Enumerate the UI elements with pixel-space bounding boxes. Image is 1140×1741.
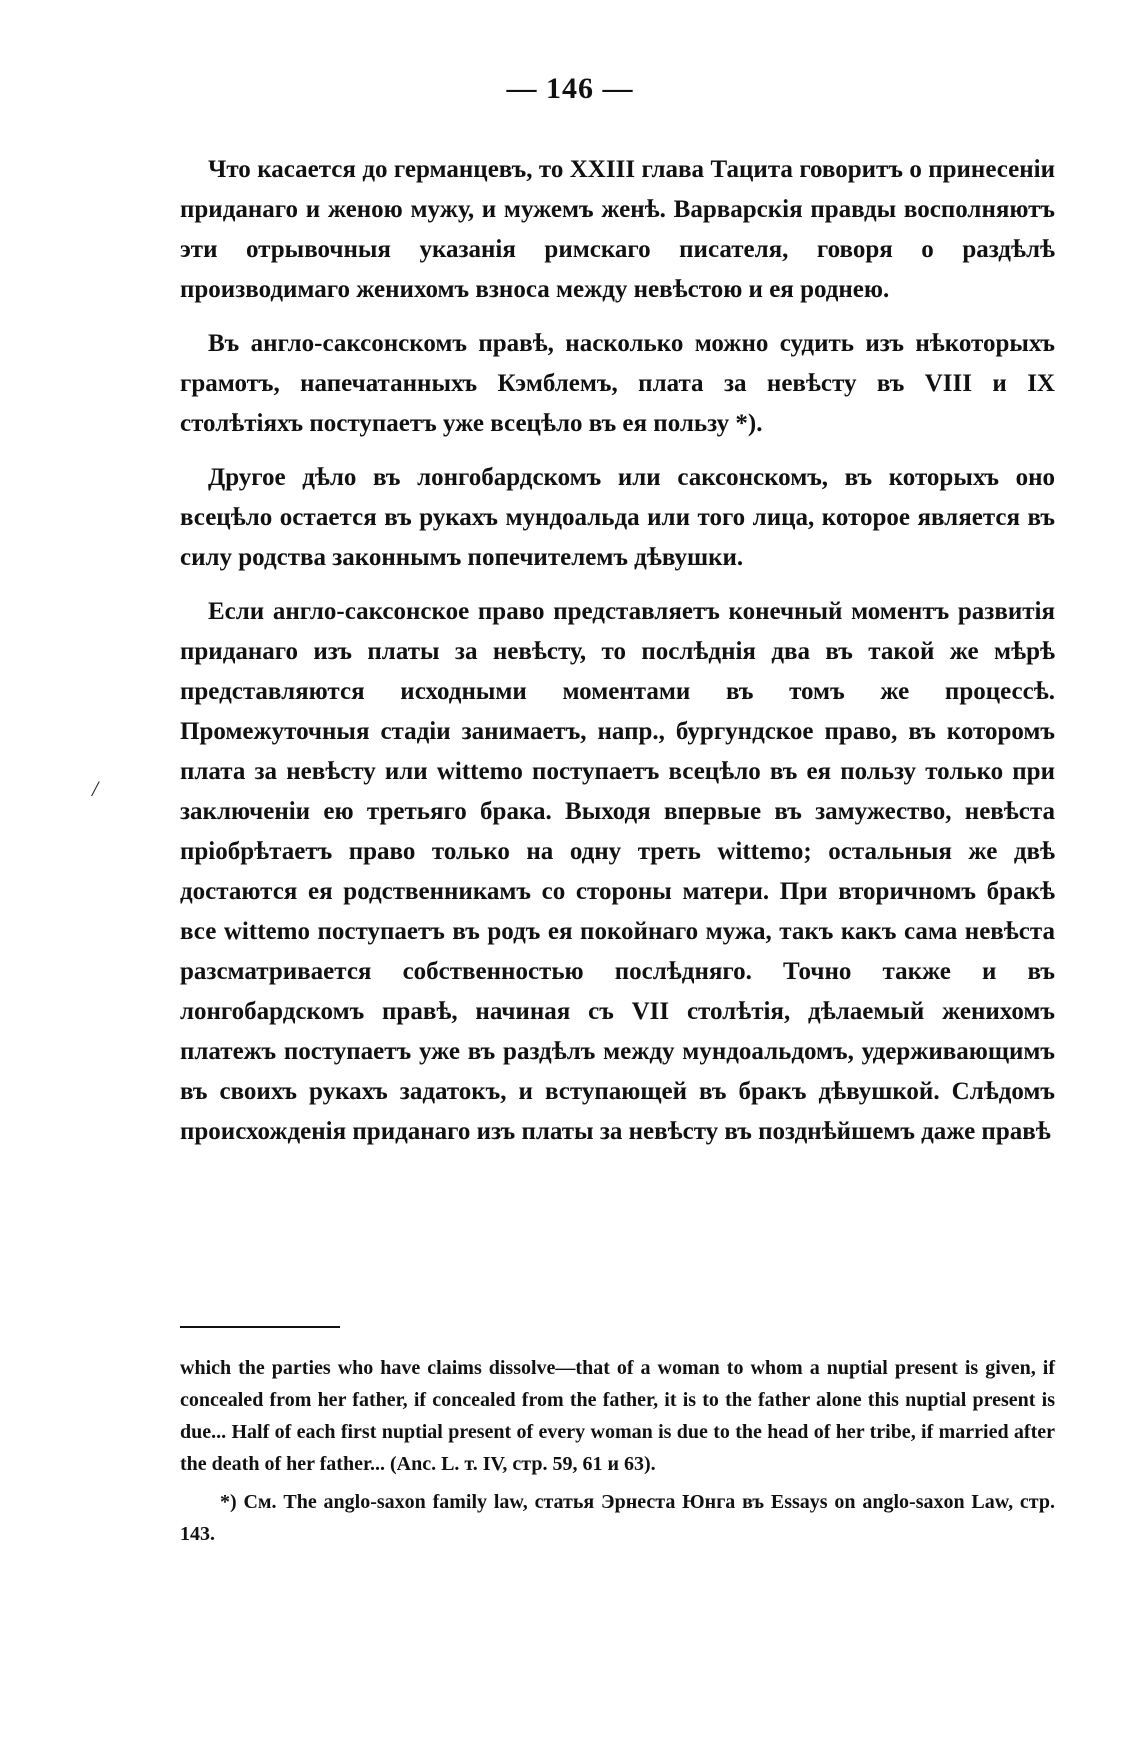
footnote-continuation: which the parties who have claims dissolve—that of a woman to whom a nuptial present is given, if concealed from her father, if concealed from the father, it is to the father alone this nuptial present is due... Half of each first nuptial present of every woman is due to the head of her tribe, if married after the death of her father... (Anc. L. т. IV, стр. 59, 61 и 63). — [180, 1357, 1055, 1475]
footnote-asterisk: *) См. The anglo-saxon family law, статья Эрнеста Юнга въ Essays on anglo-saxon Law, стр. 143. — [180, 1491, 1055, 1545]
paragraph-2: Въ англо-саксонскомъ правѣ, насколько можно судить изъ нѣкоторыхъ грамотъ, напечатанныхъ Кэмблемъ, плата за невѣсту въ VIII и IX столѣтіяхъ поступаетъ уже всецѣло въ ея пользу *). — [180, 330, 1055, 437]
footnote-divider — [180, 1326, 340, 1328]
main-text — [180, 150, 1055, 1166]
footnotes — [180, 1352, 1055, 1556]
paragraph-3: Другое дѣло въ лонгобардскомъ или саксонскомъ, въ которыхъ оно всецѣло остается въ рукахъ мундоальда или того лица, которое является въ силу родства законнымъ попечителемъ дѣвушки. — [180, 464, 1055, 571]
margin-mark: / — [92, 776, 99, 801]
paragraph-1: Что касается до германцевъ, то XXIII глава Тацита говоритъ о принесеніи приданаго и женою мужу, и мужемъ женѣ. Варварскія правды восполняютъ эти отрывочныя указанія римскаго писателя, говоря о раздѣлѣ производимаго женихомъ взноса между невѣстою и ея роднею. — [180, 156, 1055, 303]
page-number: — 146 — — [506, 72, 634, 105]
paragraph-4: Если англо-саксонское право представляетъ конечный моментъ развитія приданаго изъ платы за невѣсту, то послѣднія два въ такой же мѣрѣ представляются исходными моментами въ томъ же процессѣ. Промежуточныя стадіи занимаетъ, напр., бургундское право, въ которомъ плата за невѣсту или wittemo поступаетъ всецѣло въ ея пользу только при заключеніи ею третьяго брака. Выходя впервые въ замужество, невѣста пріобрѣтаетъ право только на одну треть wittemo; остальныя же двѣ достаются ея родственникамъ со стороны матери. При вторичномъ бракѣ все wittemo поступаетъ въ родъ ея покойнаго мужа, такъ какъ сама невѣста разсматривается собственностью послѣдняго. Точно также и въ лонгобардскомъ правѣ, начиная съ VII столѣтія, дѣлаемый женихомъ платежъ поступаетъ уже въ раздѣлъ между мундоальдомъ, удерживающимъ въ своихъ рукахъ задатокъ, и вступающей въ бракъ дѣвушкой. Слѣдомъ происхожденія приданаго изъ платы за невѣсту въ позднѣйшемъ даже правѣ — [180, 598, 1055, 1145]
